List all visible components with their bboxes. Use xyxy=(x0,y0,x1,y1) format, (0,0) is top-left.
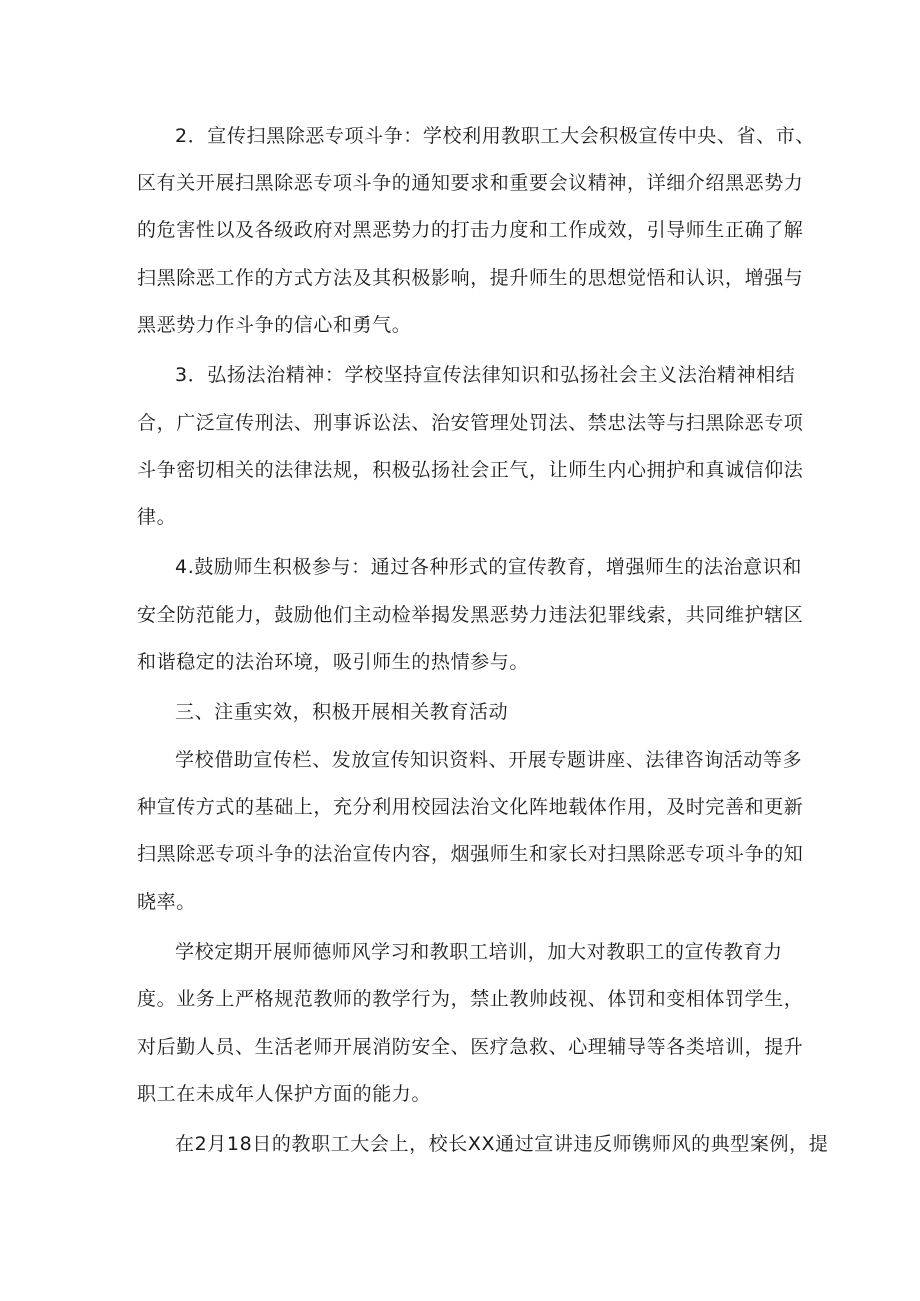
paragraph-6-line-1: 学校定期开展师德师风学习和教职工培训，加大对教职工的宣传教育力 xyxy=(175,941,783,963)
paragraph-5-line-3: 扫黑除恶专项斗争的法治宣传内容，烟强师生和家长对扫黑除恶专项斗争的知 xyxy=(137,843,804,865)
paragraph-2-line-1: 3．弘扬法治精神：学校坚持宣传法律知识和弘扬社会主义法治精神相结 xyxy=(175,364,796,386)
paragraph-1-line-3: 的危害性以及各级政府对黑恶势力的打击力度和工作成效，引导师生正确了解 xyxy=(137,219,804,241)
paragraph-1-line-2: 区有关开展扫黑除恶专项斗争的通知要求和重要会议精神，详细介绍黑恶势力 xyxy=(137,172,804,194)
paragraph-6-line-2: 度。业务上严格规范教师的教学行为，禁止教帅歧视、体罚和变相体罚学生， xyxy=(137,988,804,1010)
paragraph-7-line-1: 在2月18日的教职工大会上，校长XX通过宣讲违反师镌师风的典型案例，提 xyxy=(175,1133,829,1155)
paragraph-1-line-5: 黑恶势力作斗争的信心和勇气。 xyxy=(137,314,412,336)
paragraph-6-line-4: 职工在未成年人保护方面的能力。 xyxy=(137,1083,432,1105)
paragraph-1-line-4: 扫黑除恶工作的方式方法及其积极影响，提升师生的思想觉悟和认识，增强与 xyxy=(137,267,804,289)
paragraph-3-line-2: 安全防范能力，鼓励他们主动检举揭发黑恶势力违法犯罪线索，共同维护辖区 xyxy=(137,604,804,626)
paragraph-2-line-3: 斗争密切相关的法律法规，积极弘扬社会正气，让师生内心拥护和真诚信仰法 xyxy=(137,459,804,481)
section-heading-3: 三、注重实效，积极开展相关教育活动 xyxy=(175,701,509,723)
paragraph-1-line-1: 2．宣传扫黑除恶专项斗争：学校利用教职工大会积极宣传中央、省、市、 xyxy=(175,125,815,147)
paragraph-2-line-4: 律。 xyxy=(137,506,177,528)
paragraph-5-line-2: 种宣传方式的基础上，充分利用校园法治文化阵地载体作用，及时完善和更新 xyxy=(137,796,804,818)
paragraph-3-line-1: 4.鼓励师生积极参与：通过各种形式的宣传教育，增强师生的法治意识和 xyxy=(175,556,802,578)
paragraph-2-line-2: 合，广泛宣传刑法、刑事诉讼法、治安管理处罚法、禁忠法等与扫黑除恶专项 xyxy=(137,412,804,434)
paragraph-6-line-3: 对后勤人员、生活老师开展消防安全、医疗急救、心理辅导等各类培训，提升 xyxy=(137,1036,804,1058)
paragraph-5-line-4: 晓率。 xyxy=(137,891,196,913)
paragraph-3-line-3: 和谐稳定的法治环境，吸引师生的热情参与。 xyxy=(137,651,530,673)
paragraph-5-line-1: 学校借助宣传栏、发放宣传知识资料、开展专题讲座、法律咨询活动等多 xyxy=(175,749,803,771)
